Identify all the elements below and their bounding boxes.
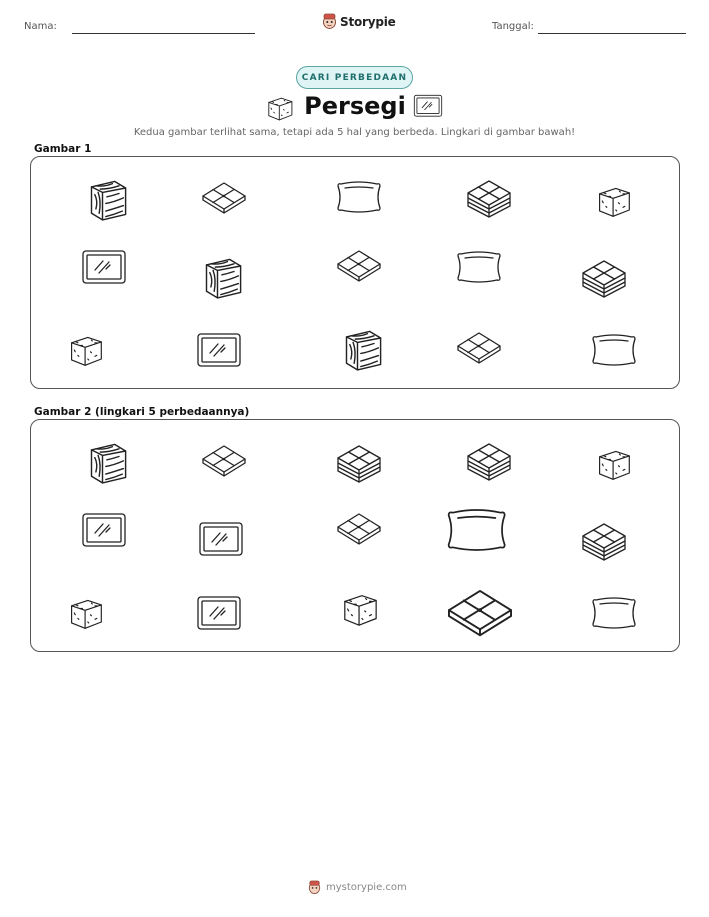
picture1-item-13	[341, 327, 385, 371]
wood-cube-icon	[341, 327, 385, 371]
picture1-item-7	[201, 255, 245, 299]
picture2-item-6[interactable]	[81, 512, 127, 548]
tile-icon	[456, 329, 502, 365]
tile-icon	[446, 585, 514, 643]
picture-frame-icon	[413, 94, 443, 120]
picture2-item-1[interactable]	[86, 440, 130, 484]
picture2-item-14[interactable]	[446, 585, 514, 643]
picture-frame-icon	[81, 512, 127, 548]
picture1-item-10	[581, 257, 627, 297]
footer	[308, 880, 407, 895]
tile-icon	[201, 179, 247, 219]
picture-frame-icon	[196, 595, 242, 631]
picture2-item-3[interactable]	[336, 442, 382, 482]
sugar-cube-icon	[341, 590, 383, 628]
picture1-item-3	[336, 179, 382, 215]
picture1-item-2	[201, 179, 247, 219]
picture1-item-5	[596, 183, 636, 219]
wood-cube-icon	[86, 177, 130, 221]
picture2-item-8[interactable]	[336, 510, 382, 546]
instruction-text: Kedua gambar terlihat sama, tetapi ada 5 hal yang berbeda. Lingkari di gambar bawah!	[133, 127, 576, 138]
pillow-icon	[336, 179, 382, 215]
sugar-cube-icon	[68, 332, 110, 368]
picture1-item-8	[336, 247, 382, 283]
wood-cube-icon	[86, 440, 130, 484]
picture1-item-1	[86, 177, 130, 221]
title-icon-left	[266, 94, 294, 126]
footer-url: mystorypie.com	[326, 882, 407, 893]
pillow-icon	[591, 332, 637, 368]
date-label: Tanggal:	[492, 21, 534, 32]
pillow-icon	[446, 506, 512, 554]
picture2-item-11[interactable]	[68, 595, 110, 631]
brand-name: Storypie	[340, 14, 396, 29]
picture-frame-icon	[81, 249, 127, 285]
mascot-icon	[322, 13, 337, 30]
tile-stack-icon	[581, 257, 627, 297]
picture1-item-15	[591, 332, 637, 368]
picture1-panel	[30, 156, 680, 389]
picture1-item-9	[456, 249, 502, 285]
picture2-item-9[interactable]	[446, 506, 512, 554]
title-icon-right	[413, 94, 443, 124]
picture2-panel[interactable]	[30, 419, 680, 652]
picture2-label: Gambar 2 (lingkari 5 perbedaannya)	[34, 406, 250, 418]
sugar-cube-icon	[596, 446, 636, 482]
name-label: Nama:	[24, 21, 57, 32]
tile-stack-icon	[466, 177, 512, 217]
wood-cube-icon	[201, 255, 245, 299]
tile-stack-icon	[466, 440, 512, 480]
tile-icon	[336, 510, 382, 546]
picture-frame-icon	[196, 332, 242, 368]
mascot-icon	[308, 880, 321, 895]
sugar-cube-icon	[68, 595, 110, 631]
tile-icon	[201, 442, 247, 482]
picture1-item-6	[81, 249, 127, 285]
picture2-item-4[interactable]	[466, 440, 512, 480]
picture1-label: Gambar 1	[34, 143, 92, 155]
picture2-item-12[interactable]	[196, 595, 242, 631]
pillow-icon	[591, 595, 637, 631]
picture1-item-14	[456, 329, 502, 365]
picture2-item-2[interactable]	[201, 442, 247, 482]
activity-badge: CARI PERBEDAAN	[296, 66, 413, 89]
sugar-cube-icon	[596, 183, 636, 219]
date-field-line[interactable]	[538, 33, 686, 34]
tile-stack-icon	[336, 442, 382, 482]
picture2-item-10[interactable]	[581, 520, 627, 560]
page-title: Persegi	[304, 92, 406, 120]
picture2-item-5[interactable]	[596, 446, 636, 482]
tile-stack-icon	[581, 520, 627, 560]
tile-icon	[336, 247, 382, 283]
pillow-icon	[456, 249, 502, 285]
wood-cube-icon	[266, 94, 294, 122]
picture1-item-11	[68, 332, 110, 368]
picture1-item-12	[196, 332, 242, 368]
name-field-line[interactable]	[72, 33, 255, 34]
picture2-item-7[interactable]	[198, 521, 244, 557]
picture2-item-13[interactable]	[341, 590, 383, 628]
picture-frame-icon	[198, 521, 244, 557]
brand-logo	[322, 13, 396, 30]
picture2-item-15[interactable]	[591, 595, 637, 631]
picture1-item-4	[466, 177, 512, 217]
